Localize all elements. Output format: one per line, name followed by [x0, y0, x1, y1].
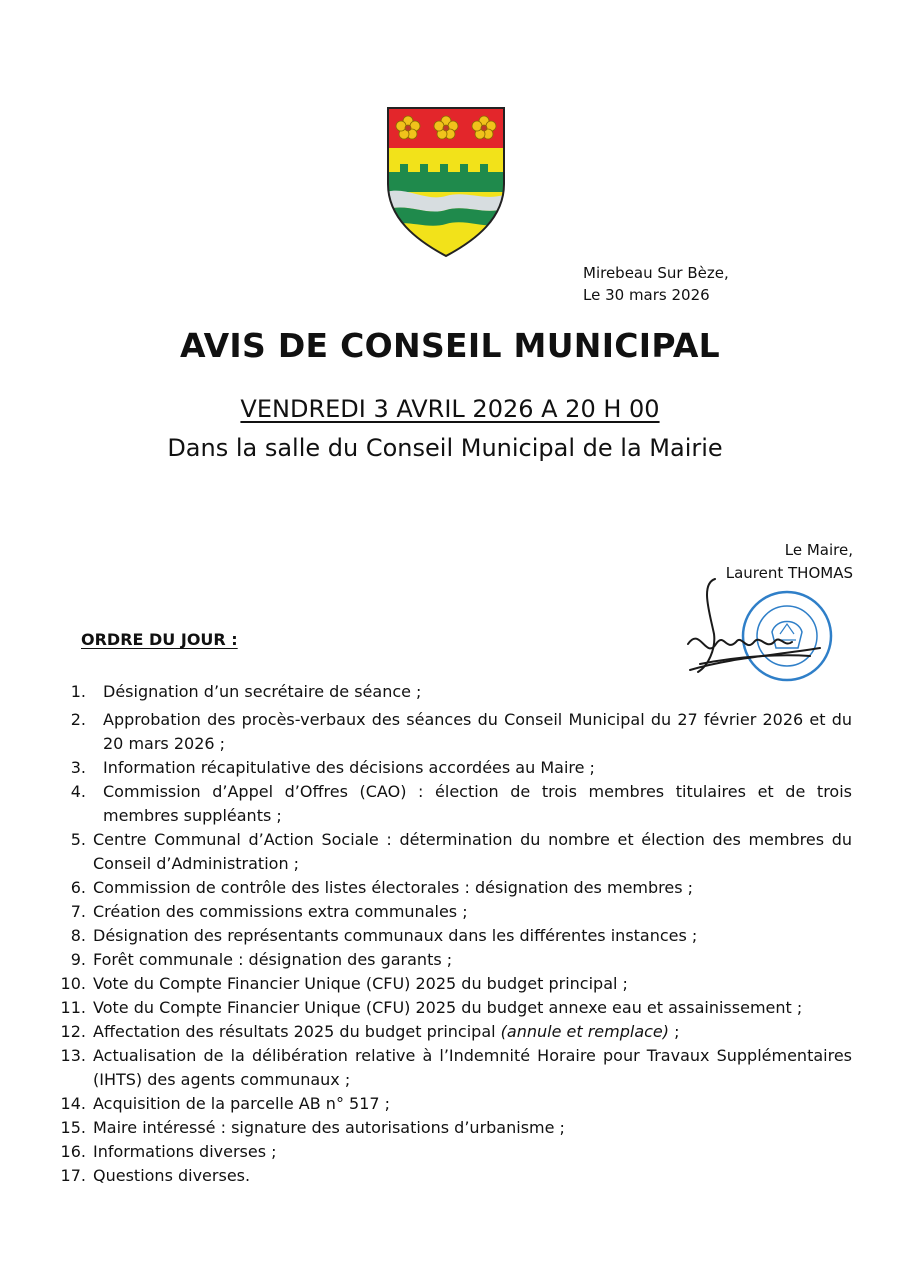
meeting-venue: Dans la salle du Conseil Municipal de la Mairie [167, 434, 723, 462]
agenda-item: 4. Commission d’Appel d’Offres (CAO) : élection de trois membres titulaires et de trois membres suppléants ; [70, 782, 852, 825]
place: Mirebeau Sur Bèze, [583, 264, 729, 282]
mayor-title: Le Maire, [784, 541, 853, 559]
agenda-list [60, 680, 852, 1188]
agenda-item: 1. Désignation d’un secrétaire de séance ; [70, 682, 422, 701]
agenda-item: 15. Maire intéressé : signature des autorisations d’urbanisme ; [60, 1118, 565, 1137]
agenda-note: (annule et remplace) [500, 1022, 670, 1041]
agenda-item: 14. Acquisition de la parcelle AB n° 517 ; [60, 1094, 391, 1113]
agenda-item: 11. Vote du Compte Financier Unique (CFU) 2025 du budget annexe eau et assainissement ; [60, 998, 803, 1017]
agenda-item: 2. Approbation des procès-verbaux des séances du Conseil Municipal du 27 février 2026 et du 20 mars 2026 ; [70, 710, 852, 753]
signature-and-stamp [680, 574, 840, 694]
agenda-item: 8. Désignation des représentants communaux dans les différentes instances ; [70, 926, 698, 945]
agenda-item: 7. Création des commissions extra communales ; [70, 902, 468, 921]
agenda-item: 13. Actualisation de la délibération relative à l’Indemnité Horaire pour Travaux Supplémentaires (IHTS) des agents communaux ; [60, 1046, 852, 1089]
agenda-item: 16. Informations diverses ; [60, 1142, 277, 1161]
agenda-item: 3. Information récapitulative des décisions accordées au Maire ; [70, 758, 595, 777]
agenda-item: 9. Forêt communale : désignation des garants ; [70, 950, 453, 969]
meeting-datetime: VENDREDI 3 AVRIL 2026 A 20 H 00 [240, 395, 660, 423]
agenda-item: 17. Questions diverses. [60, 1166, 251, 1185]
agenda-heading: ORDRE DU JOUR : [81, 630, 238, 649]
place-and-date [583, 262, 729, 306]
agenda-item: 10. Vote du Compte Financier Unique (CFU) 2025 du budget principal ; [60, 974, 628, 993]
page-title: AVIS DE CONSEIL MUNICIPAL [179, 326, 721, 365]
mayor-name: Laurent THOMAS [725, 564, 853, 582]
municipal-coat-of-arms [386, 106, 506, 258]
agenda-item: 6. Commission de contrôle des listes électorales : désignation des membres ; [70, 878, 694, 897]
agenda-item: 12. Affectation des résultats 2025 du budget principal (annule et remplace) ; [60, 1022, 680, 1041]
agenda-item: 5. Centre Communal d’Action Sociale : détermination du nombre et élection des membres du Conseil d’Administration ; [70, 830, 852, 873]
official-stamp [743, 592, 831, 680]
date: Le 30 mars 2026 [583, 286, 710, 304]
